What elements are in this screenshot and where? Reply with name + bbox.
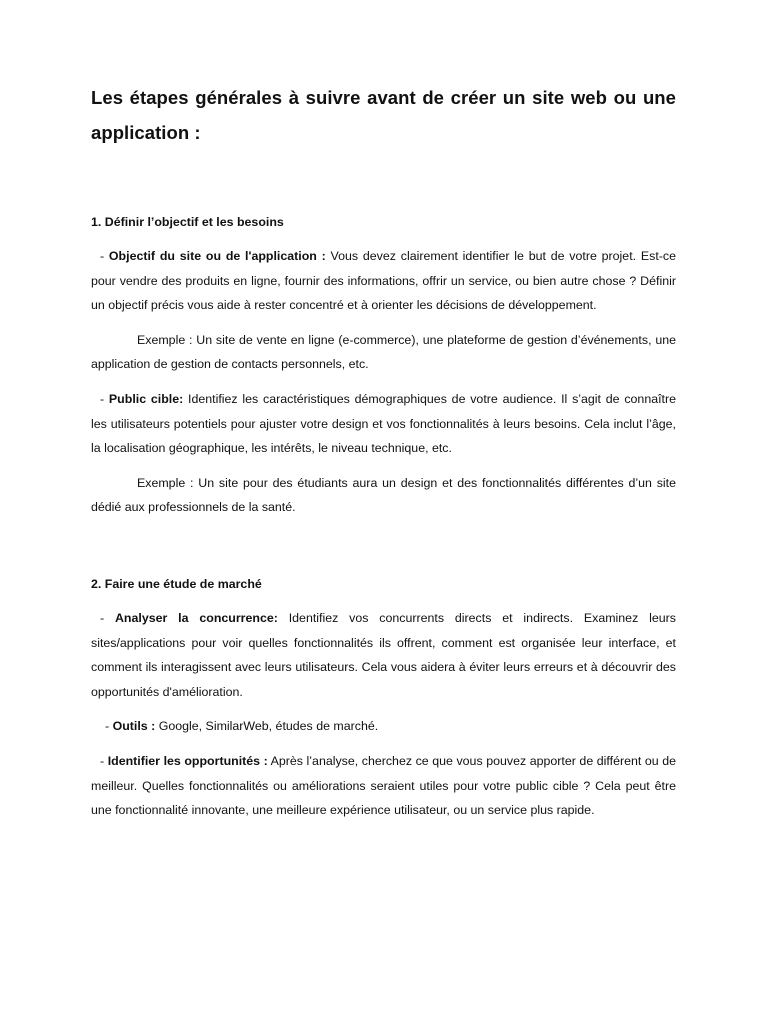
bullet-label: Analyser la concurrence: (114, 610, 278, 625)
bullet-label: Outils : (112, 719, 156, 734)
section-objectives (91, 210, 676, 520)
bullet-target-audience (91, 387, 676, 461)
bullet-tools (91, 714, 676, 739)
bullet-prefix: - (105, 719, 113, 734)
bullet-prefix: - (100, 249, 109, 263)
bullet-prefix: - (100, 610, 115, 625)
bullet-label: Objectif du site ou de l'application : (108, 249, 326, 263)
bullet-text: Google, SimilarWeb, études de marché. (155, 719, 379, 734)
bullet-text: Après l’analyse, cherchez ce que vous pouvez apporter de différent ou de meilleur. Quelles fonctionnalités ou améliorations seraient utiles pour votre public cible ? Cela peut être une fonctionnalité innovante, une meilleure expérience utilisateur, ou un service plus rapide. (91, 753, 676, 818)
bullet-label: Public cible: (108, 391, 184, 406)
document-title: Les étapes générales à suivre avant de créer un site web ou une application : (91, 87, 676, 143)
example-paragraph: Exemple : Un site de vente en ligne (e-commerce), une plateforme de gestion d’événements, une application de gestion de contacts personnels, etc. (91, 332, 676, 372)
bullet-prefix: - (100, 753, 108, 768)
bullet-competition (91, 606, 676, 704)
bullet-prefix: - (100, 391, 109, 406)
spacer (91, 150, 676, 210)
document-page (91, 80, 676, 823)
bullet-objective (91, 244, 676, 318)
bullet-text: Identifiez vos concurrents directs et indirects. Examinez leurs sites/applications pour voir quelles fonctionnalités ils offrent, comment est organisée leur interface, et comment ils interagissent avec leurs utilisateurs. Cela vous aidera à éviter leurs erreurs et à découvrir des opportunités d'amélioration. (91, 610, 676, 699)
bullet-text: Vous devez clairement identifier le but de votre projet. Est-ce pour vendre des produits en ligne, fournir des informations, offrir un service, ou bien autre chose ? Définir un objectif précis vous aide à rester concentré et à orienter les décisions de développement. (91, 249, 676, 313)
bullet-label: Identifier les opportunités : (107, 753, 268, 768)
bullet-text: Identifiez les caractéristiques démographiques de votre audience. Il s’agit de connaître les utilisateurs potentiels pour ajuster votre design et vos fonctionnalités à leurs besoins. Cela inclut l’âge, la localisation géographique, les intérêts, le niveau technique, etc. (91, 391, 676, 456)
section-market-study (91, 572, 676, 823)
bullet-opportunities (91, 749, 676, 823)
spacer (91, 520, 676, 572)
section-heading: 2. Faire une étude de marché (91, 576, 262, 591)
example-paragraph: Exemple : Un site pour des étudiants aura un design et des fonctionnalités différentes d’un site dédié aux professionnels de la santé. (91, 475, 676, 515)
section-heading: 1. Définir l’objectif et les besoins (91, 215, 284, 229)
